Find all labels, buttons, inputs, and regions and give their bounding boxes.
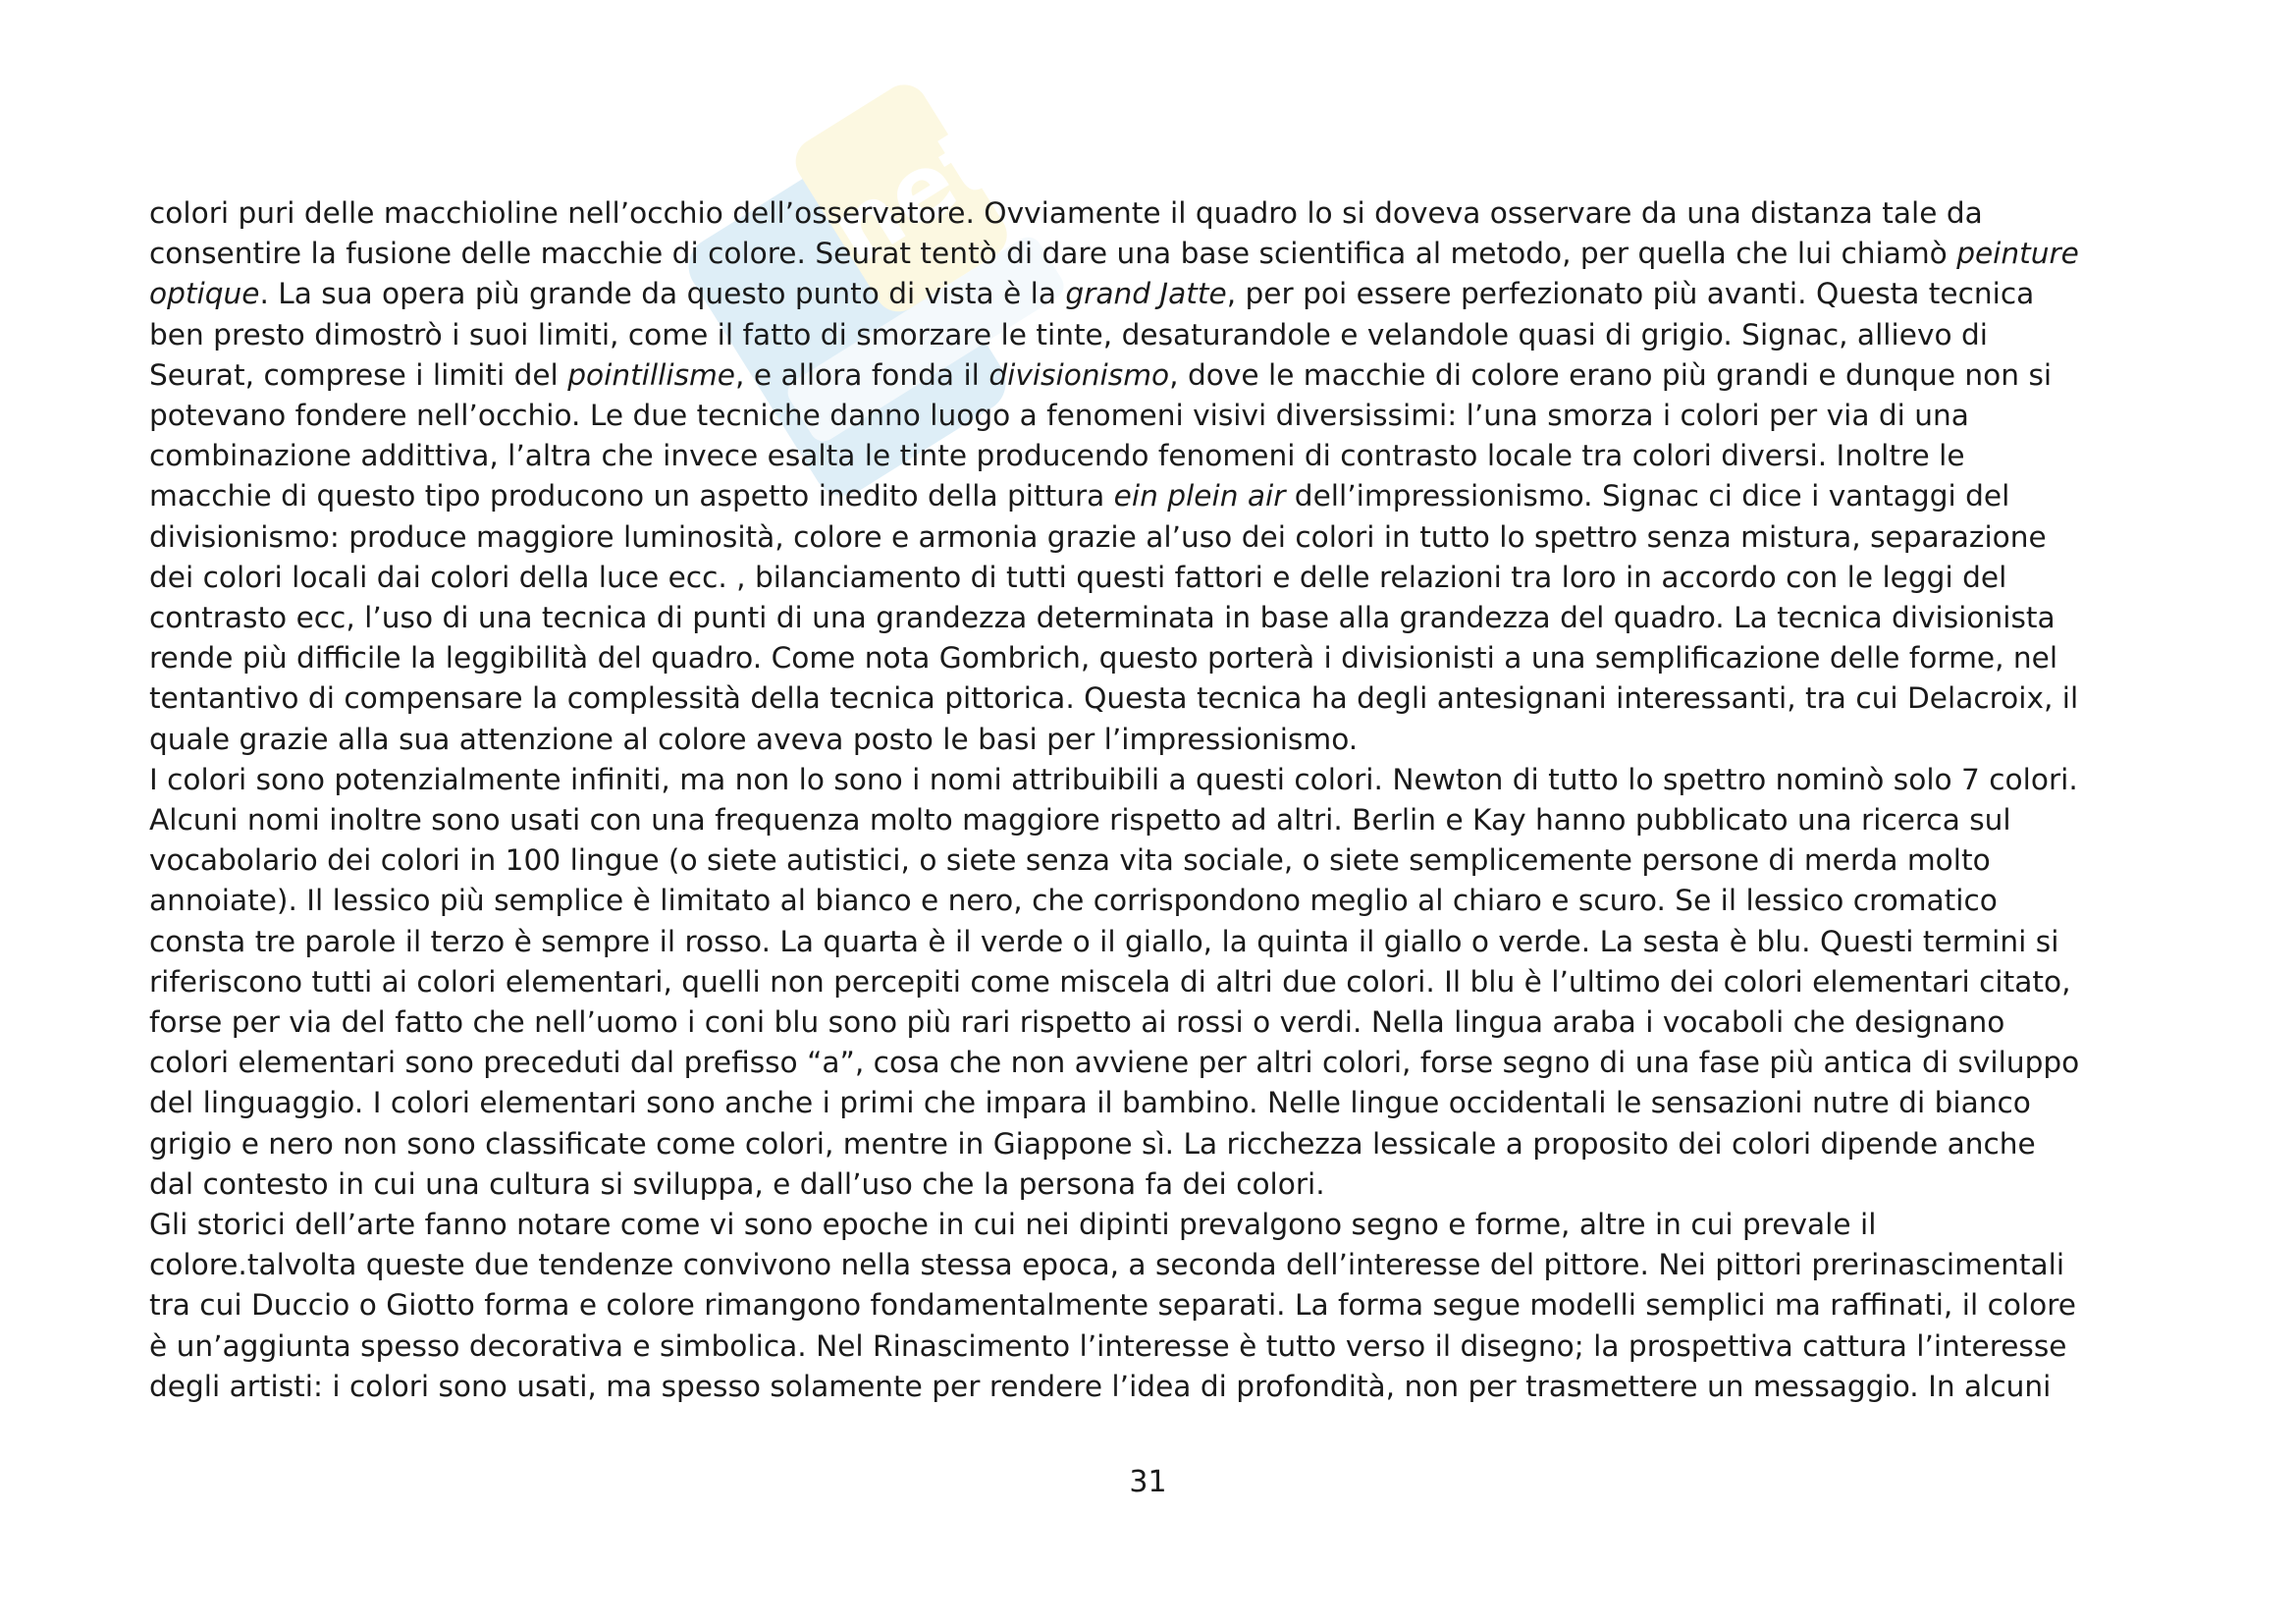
text-line [149, 720, 2162, 760]
text-run: tentantivo di compensare la complessità della tecnica pittorica. Questa tecnica ha degli antesignani interessanti, tra cui Delacroix, il [149, 681, 2079, 716]
text-run: annoiate). Il lessico più semplice è limitato al bianco e nero, che corrispondono meglio al chiaro e scuro. Se il lessico cromatico [149, 884, 1998, 918]
body-text [149, 193, 2162, 1407]
text-line [149, 1367, 2162, 1407]
text-run: colori puri delle macchioline nell’occhio dell’osservatore. Ovviamente il quadro lo si doveva osservare da una distanza tale da [149, 196, 1983, 230]
text-line [149, 598, 2162, 638]
text-line [149, 193, 2162, 234]
text-line [149, 881, 2162, 921]
text-run: forse per via del fatto che nell’uomo i coni blu sono più rari rispetto ai rossi o verdi. Nella lingua araba i vocaboli che designano [149, 1005, 2005, 1040]
text-run: è un’aggiunta spesso decorativa e simbolica. Nel Rinascimento l’interesse è tutto verso il disegno; la prospettiva cattura l’interesse [149, 1328, 2067, 1363]
text-run: contrasto ecc, l’uso di una tecnica di punti di una grandezza determinata in base alla grandezza del quadro. La tecnica divisionista [149, 601, 2056, 635]
text-line [149, 1285, 2162, 1325]
italic-text: ein plein air [1113, 479, 1286, 514]
watermark-text: net [813, 106, 1012, 285]
text-run: colore.talvolta queste due tendenze convivono nella stessa epoca, a seconda dell’interesse del pittore. Nei pittori prerinascimentali [149, 1248, 2065, 1282]
text-run: dell’impressionismo. Signac ci dice i vantaggi del [1285, 479, 2010, 514]
text-line [149, 760, 2162, 800]
text-line [149, 558, 2162, 598]
italic-text: divisionismo [988, 357, 1170, 392]
page-number: 31 [1129, 1465, 1167, 1499]
italic-text: peinture [1956, 237, 2079, 271]
text-line [149, 234, 2162, 274]
text-line [149, 638, 2162, 678]
italic-text: pointillisme [567, 357, 736, 392]
text-run: divisionismo: produce maggiore luminosità, colore e armonia grazie al’uso dei colori in tutto lo spettro senza mistura, separazione [149, 519, 2047, 554]
text-run: ben presto dimostrò i suoi limiti, come il fatto di smorzare le tinte, desaturandole e velandole quasi di grigio. Signac, allievo di [149, 317, 1988, 352]
text-line [149, 274, 2162, 314]
text-run: dei colori locali dai colori della luce ecc. , bilanciamento di tutti questi fattori e delle relazioni tra loro in accordo con le leggi del [149, 560, 2007, 594]
text-line [149, 1326, 2162, 1367]
text-run: , e allora fonda il [735, 357, 989, 392]
text-run: riferiscono tutti ai colori elementari, quelli non percepiti come miscela di altri due colori. Il blu è l’ultimo dei colori elementari citato, [149, 964, 2071, 999]
text-run: potevano fondere nell’occhio. Le due tecniche danno luogo a fenomeni visivi diversissimi: l’una smorza i colori per via di una [149, 399, 1969, 433]
text-line [149, 436, 2162, 476]
text-line [149, 840, 2162, 881]
text-line [149, 1205, 2162, 1245]
text-line [149, 476, 2162, 516]
text-line [149, 1245, 2162, 1285]
text-run: I colori sono potenzialmente infiniti, ma non lo sono i nomi attribuibili a questi colori. Newton di tutto lo spettro nominò solo 7 colori. [149, 762, 2078, 796]
text-line [149, 355, 2162, 396]
text-run: rende più difficile la leggibilità del quadro. Come nota Gombrich, questo porterà i divisionisti a una semplificazione delle forme, nel [149, 641, 2058, 676]
text-run: Seurat, comprese i limiti del [149, 357, 568, 392]
text-line [149, 800, 2162, 840]
text-run: consta tre parole il terzo è sempre il rosso. La quarta è il verde o il giallo, la quinta il giallo o verde. La sesta è blu. Questi termini si [149, 924, 2059, 958]
text-line [149, 922, 2162, 962]
text-run: colori elementari sono preceduti dal prefisso “a”, cosa che non avviene per altri colori, forse segno di una fase più antica di sviluppo [149, 1046, 2080, 1080]
text-line [149, 315, 2162, 355]
text-line [149, 396, 2162, 436]
text-run: vocabolario dei colori in 100 lingue (o siete autistici, o siete senza vita sociale, o siete semplicemente persone di merda molto [149, 843, 1991, 878]
text-run: Alcuni nomi inoltre sono usati con una frequenza molto maggiore rispetto ad altri. Berlin e Kay hanno pubblicato una ricerca sul [149, 803, 2011, 838]
text-line [149, 1083, 2162, 1123]
text-line [149, 1124, 2162, 1164]
text-run: tra cui Duccio o Giotto forma e colore rimangono fondamentalmente separati. La forma segue modelli semplici ma raffinati, il colore [149, 1288, 2077, 1323]
text-run: quale grazie alla sua attenzione al colore aveva posto le basi per l’impressionismo. [149, 722, 1359, 756]
text-run: dal contesto in cui una cultura si sviluppa, e dall’uso che la persona fa dei colori. [149, 1166, 1325, 1201]
italic-text: grand Jatte [1065, 277, 1227, 311]
text-run: macchie di questo tipo producono un aspetto inedito della pittura [149, 479, 1114, 514]
text-run: , dove le macchie di colore erano più grandi e dunque non si [1169, 357, 2053, 392]
text-line [149, 678, 2162, 719]
text-line [149, 517, 2162, 558]
text-run: Gli storici dell’arte fanno notare come vi sono epoche in cui nei dipinti prevalgono segno e forme, altre in cui prevale il [149, 1208, 1877, 1242]
text-run: combinazione addittiva, l’altra che invece esalta le tinte producendo fenomeni di contrasto locale tra colori diversi. Inoltre le [149, 439, 1965, 473]
text-line [149, 1002, 2162, 1043]
text-run: . La sua opera più grande da questo punto di vista è la [259, 277, 1066, 311]
text-line [149, 1043, 2162, 1083]
text-run: consentire la fusione delle macchie di colore. Seurat tentò di dare una base scientifica al metodo, per quella che lui chiamò [149, 237, 1957, 271]
italic-text: optique [149, 277, 260, 311]
text-line [149, 962, 2162, 1002]
text-run: degli artisti: i colori sono usati, ma spesso solamente per rendere l’idea di profondità, non per trasmettere un messaggio. In alcuni [149, 1369, 2052, 1403]
text-run: del linguaggio. I colori elementari sono anche i primi che impara il bambino. Nelle lingue occidentali le sensazioni nutre di bianco [149, 1086, 2031, 1120]
text-line [149, 1164, 2162, 1205]
text-run: , per poi essere perfezionato più avanti. Questa tecnica [1226, 277, 2035, 311]
text-run: grigio e nero non sono classificate come colori, mentre in Giappone sì. La ricchezza lessicale a proposito dei colori dipende anche [149, 1126, 2036, 1161]
